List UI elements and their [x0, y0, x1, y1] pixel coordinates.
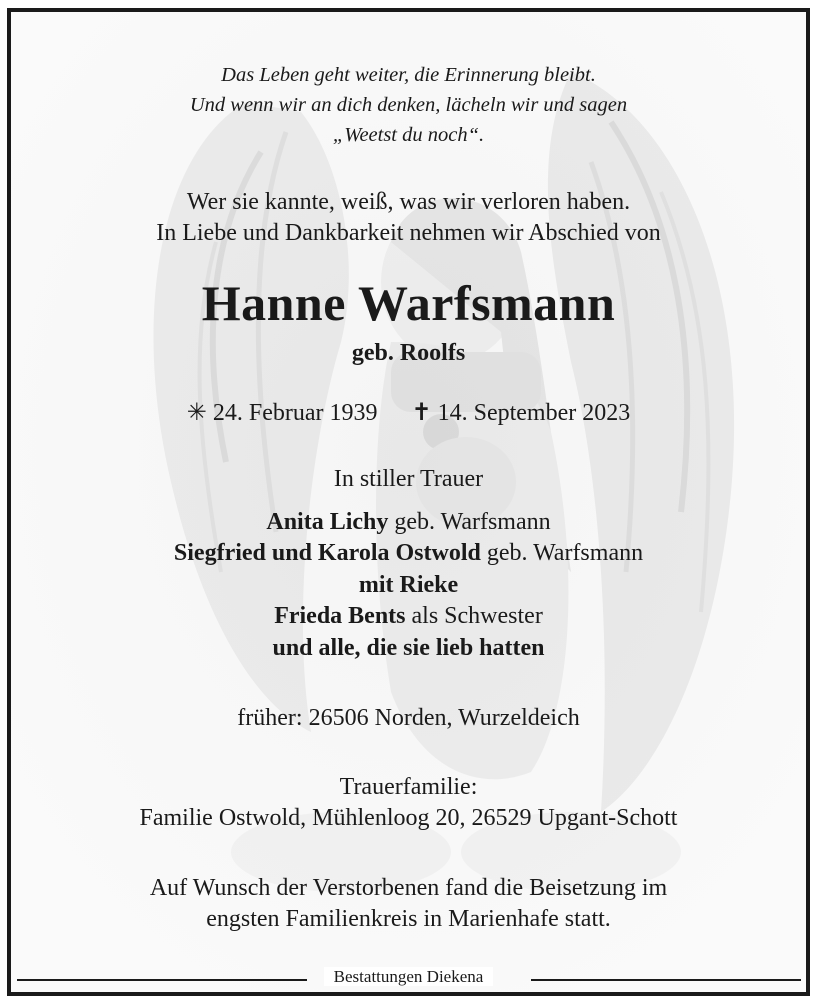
- mourner-row-4: [11, 603, 806, 630]
- intro-line-2: In Liebe und Dankbarkeit nehmen wir Abschied von: [156, 220, 661, 246]
- poem-line-3: „Weetst du noch“.: [332, 124, 485, 146]
- birth-date: 24. Februar 1939: [212, 400, 378, 426]
- birth-star-icon: ✳: [186, 400, 207, 426]
- death-cross-icon: ✝: [411, 400, 432, 426]
- former-address: früher: 26506 Norden, Wurzeldeich: [237, 705, 580, 731]
- mourner-row-2: [11, 540, 806, 567]
- mourner-name-5: und alle, die sie lieb hatten: [272, 635, 545, 661]
- funeral-home-label: Bestattungen Diekena: [324, 967, 494, 986]
- intro-line-1: Wer sie kannte, weiß, was wir verloren haben.: [186, 189, 631, 215]
- mourner-row-5: [11, 635, 806, 662]
- burial-line-2: engsten Familienkreis in Marienhafe statt.: [206, 906, 611, 932]
- death-date: 14. September 2023: [437, 400, 631, 426]
- mourner-name-2: Siegfried und Karola Ostwold: [173, 540, 481, 566]
- mourner-name-1: Anita Lichy: [266, 509, 389, 535]
- poem-line-1: Das Leben geht weiter, die Erinnerung bleibt.: [221, 64, 596, 86]
- mourner-row-1: [11, 509, 806, 536]
- mourner-note-4: als Schwester: [405, 603, 543, 629]
- mourner-name-3: mit Rieke: [358, 572, 459, 598]
- life-dates: [11, 398, 806, 427]
- poem-line-2: Und wenn wir an dich denken, lächeln wir und sagen: [189, 94, 628, 116]
- family-address: Familie Ostwold, Mühlenloog 20, 26529 Upgant-Schott: [139, 805, 678, 831]
- obituary-text: [11, 12, 806, 992]
- family-label: Trauerfamilie:: [339, 774, 478, 800]
- mourner-note-1: geb. Warfsmann: [388, 509, 551, 535]
- deceased-name: Hanne Warfsmann: [201, 275, 616, 331]
- mourner-row-3: [11, 572, 806, 599]
- obituary-frame: [7, 8, 810, 996]
- mourner-name-4: Frieda Bents: [274, 603, 406, 629]
- maiden-name: geb. Roolfs: [351, 340, 466, 366]
- mourner-note-2: geb. Warfsmann: [480, 540, 644, 566]
- mourning-heading: In stiller Trauer: [333, 466, 484, 492]
- funeral-home: [11, 967, 806, 987]
- burial-line-1: Auf Wunsch der Verstorbenen fand die Beisetzung im: [149, 875, 668, 901]
